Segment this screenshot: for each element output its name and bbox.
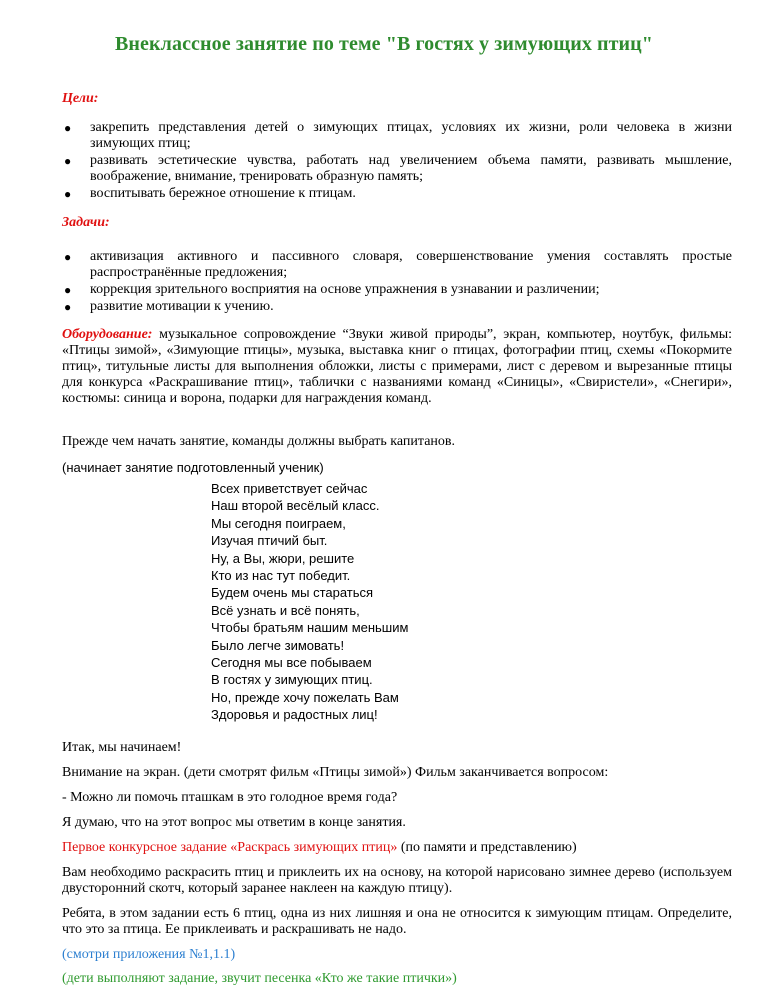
poem-line: Но, прежде хочу пожелать Вам	[211, 689, 399, 705]
contest-heading	[62, 840, 732, 856]
goals-heading: Цели:	[62, 91, 99, 106]
poem-line: Чтобы братьям нашим меньшим	[211, 620, 409, 636]
bullet-dot-icon: ●	[64, 300, 72, 314]
instruction-paragraph-2: Ребята, в этом задании есть 6 птиц, одна из них лишняя и она не относится к зимующим птицам. Определите, что это за птица. Ее приклеивать и раскрашивать не надо.	[62, 906, 732, 937]
poem-line: Будем очень мы стараться	[211, 585, 374, 601]
poem-line: Мы сегодня поиграем,	[211, 515, 346, 531]
equipment-text: музыкальное сопровождение “Звуки живой природы”, экран, компьютер, ноутбук, фильмы: «Птицы зимой», «Зимующие птицы», музыка, выставка книг о птицах, фотографии птиц, схемы «Покормите птиц», титульные листы для выполнения обложки, листы с примерами, лист с деревом и вырезанные птицы для конкурса «Раскрашивание птиц», таблички с названиями команд «Синицы», «Свиристели», «Снегири», костюмы: синица и ворона, подарки для награждения команд.	[62, 327, 732, 406]
list-item: ● закрепить представления детей о зимующих птицах, условиях их жизни, роли человека в жизни зимующих птиц;	[64, 120, 732, 151]
poem-line: Было легче зимовать!	[211, 637, 345, 653]
poem-line: В гостях у зимующих птиц.	[211, 672, 373, 688]
poem-line: Здоровья и радостных лиц!	[211, 707, 378, 723]
poem-line: Ну, а Вы, жюри, решите	[211, 550, 355, 566]
list-item: ● развивать эстетические чувства, работать над увеличением объема памяти, развивать мышление, воображение, внимание, тренировать образную память;	[64, 153, 732, 184]
list-item: ● развитие мотивации к учению.	[64, 299, 274, 314]
poem-line: Изучая птичий быт.	[211, 533, 328, 549]
tasks-heading: Задачи:	[62, 215, 110, 230]
appendix-reference: (смотри приложения №1,1.1)	[62, 947, 236, 962]
instruction-paragraph-1: Вам необходимо раскрасить птиц и приклеить их на основу, на которой нарисовано зимнее дерево (используем двусторонний скотч, который заранее наклеен на каждую птицу).	[62, 865, 732, 896]
poem-line: Кто из нас тут победит.	[211, 568, 351, 584]
contest-title: Первое конкурсное задание «Раскрась зимующих птиц»	[62, 840, 398, 855]
kids-action-note: (дети выполняют задание, звучит песенка «Кто же такие птички»)	[62, 971, 457, 986]
bullet-dot-icon: ●	[64, 187, 72, 201]
poem-line: Наш второй весёлый класс.	[211, 498, 380, 514]
start-text: Итак, мы начинаем!	[62, 740, 182, 755]
contest-note: (по памяти и представлению)	[397, 840, 577, 855]
poem-line: Всё узнать и всё понять,	[211, 602, 360, 618]
attention-text: Внимание на экран. (дети смотрят фильм «Птицы зимой») Фильм заканчивается вопросом:	[62, 765, 609, 780]
bullet-dot-icon: ●	[64, 250, 72, 264]
equipment-label: Оборудование:	[62, 327, 153, 342]
tasks-list	[62, 249, 732, 316]
answer-later-text: Я думаю, что на этот вопрос мы ответим в конце занятия.	[62, 815, 406, 830]
list-item: ● активизация активного и пассивного словаря, совершенствование умения составлять простые распространённые предложения;	[64, 249, 732, 280]
equipment-paragraph	[62, 327, 732, 407]
poem-line: Сегодня мы все побываем	[211, 655, 372, 671]
bullet-dot-icon: ●	[64, 154, 72, 168]
page-title: Внеклассное занятие по теме "В гостях у зимующих птиц"	[114, 33, 654, 55]
captains-text: Прежде чем начать занятие, команды должны выбрать капитанов.	[62, 434, 456, 449]
list-item: ● коррекция зрительного восприятия на основе упражнения в узнавании и различении;	[64, 282, 600, 297]
bullet-dot-icon: ●	[64, 121, 72, 135]
poem-line: Всех приветствует сейчас	[211, 481, 368, 496]
student-intro: (начинает занятие подготовленный ученик)	[62, 460, 324, 475]
poem	[211, 480, 408, 724]
list-item: ● воспитывать бережное отношение к птицам.	[64, 186, 356, 201]
bullet-dot-icon: ●	[64, 283, 72, 297]
question-text: - Можно ли помочь пташкам в это голодное время года?	[62, 790, 398, 805]
goals-list	[62, 120, 732, 203]
